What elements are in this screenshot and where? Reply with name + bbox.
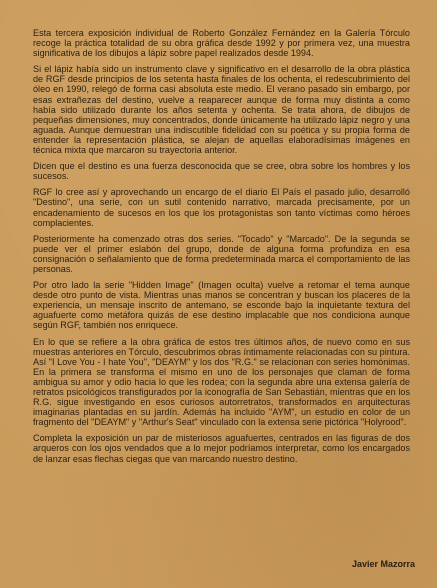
paragraph-6: Por otro lado la serie "Hidden Image" (Imagen oculta) vuelve a retomar el tema aunque desde otro punto de vista. Mientras unas manos se concentran y buscan los placeres de la experiencia, un mensaje inscrito de antemano, se esconde bajo la inquietante textura del aguafuerte como metáfora quizás de ese destino implacable que nos condiciona aunque según RGF, también nos enriquece.	[33, 280, 410, 331]
essay-text	[33, 28, 410, 470]
paragraph-4: RGF lo cree así y aprovechando un encargo de el diario El País el pasado julio, desarrolló "Destino", una serie, con un sutil contenido narrativo, marcada precisamente, por un encadenamiento de sucesos en los que los protagonistas son tanto víctimas como héroes complacientes.	[33, 187, 410, 228]
paragraph-7: En lo que se refiere a la obra gráfica de estos tres últimos años, de nuevo como en sus muestras anteriores en Tórculo, descubrimos obras íntimamente relacionadas con su pintura. Así "I Love You - I hate You", "DEAYM" y los dos "R.G." se relacionan con series homónimas. En la primera se transforma el mismo en uno de los personajes que claman de forma ambigua su amor y odio hacia lo que les rodea; con la segunda abre una extensa galería de retratos psicológicos transfigurados por la iconografía de San Sebastián, mientras que en los R.G. sigue investigando en esos curiosos autorretratos, transformados en arquitecturas imaginarias plantadas en su jardín. Además ha incluido "AYM", un estudio en color de un fragmento del "DEAYM" y "Arthur's Seat" vinculado con la extensa serie pictórica "Holyrood".	[33, 336, 410, 428]
author-signature: Javier Mazorra	[351, 559, 415, 569]
paragraph-2: Si el lápiz había sido un instrumento clave y significativo en el desarrollo de la obra plástica de RGF desde principios de los setenta hasta finales de los ochenta, el redescubrimiento del óleo en 1990, relegó de forma casi absoluta este medio. El verano pasado sin embargo, por esas extrañezas del destino, vuelve a reaparecer aunque de forma muy distinta a como había sido utilizado durante los años setenta y ochenta. Se trata ahora, de dibujos de pequeñas dimensiones, muy concentrados, donde únicamente ha utilizado lápiz negro y una aguada. Aunque demuestran una indiscutible fidelidad con su poética y su propia forma de entender la representación plástica, se alejan de aquellas elaboradísimas imágenes en técnica mixta que marcaron su trayectoria anterior.	[33, 64, 410, 156]
paragraph-5: Posteriormente ha comenzado otras dos series. "Tocado" y "Marcado". De la segunda se puede ver el primer eslabón del grupo, donde de alguna forma profundiza en esa consignación o señalamiento que de forma predeterminada marca el comportamiento de las personas.	[33, 233, 410, 274]
paragraph-3: Dicen que el destino es una fuerza desconocida que se cree, obra sobre los hombres y los sucesos.	[33, 161, 410, 182]
paragraph-1: Esta tercera exposición individual de Roberto González Fernández en la Galería Tórculo recoge la práctica totalidad de su obra gráfica desde 1992 y por primera vez, una muestra significativa de los dibujos a lápiz sobre papel realizados desde 1994.	[33, 28, 410, 59]
paragraph-8: Completa la exposición un par de misteriosos aguafuertes, centrados en las figuras de dos arqueros con los ojos vendados que a lo mejor podríamos interpretar, como los encargados de lanzar esas flechas ciegas que van marcando nuestro destino.	[33, 433, 410, 464]
